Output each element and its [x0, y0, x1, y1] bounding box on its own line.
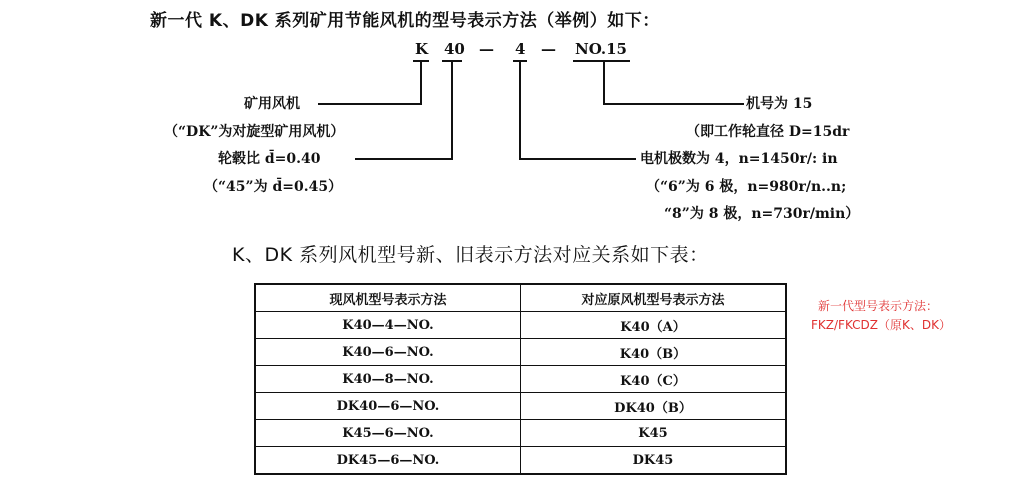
- model-series-code: K: [415, 40, 429, 58]
- page-heading: 新一代 K、DK 系列矿用节能风机的型号表示方法（举例）如下：: [150, 11, 660, 31]
- label-hub-note: （“45”为 d̄=0.45）: [204, 179, 343, 195]
- series-leader: [318, 61, 421, 104]
- cell-new-model: K40—6—NO.: [255, 339, 521, 366]
- model-separator-2: —: [541, 40, 556, 58]
- table-row: [255, 366, 786, 393]
- model-mapping-table: [254, 283, 787, 475]
- cell-new-model: DK40—6—NO.: [255, 393, 521, 420]
- table-header-row: [255, 284, 786, 312]
- label-mine-fan: 矿用风机: [244, 96, 300, 112]
- model-poles-code: 4: [515, 40, 526, 58]
- table-row: [255, 447, 786, 475]
- label-motor-poles: 电机极数为 4，n=1450r/: in: [640, 151, 838, 167]
- cell-new-model: DK45—6—NO.: [255, 447, 521, 475]
- table-row: [255, 312, 786, 339]
- number-leader: [604, 61, 744, 104]
- table-row: [255, 393, 786, 420]
- cell-old-model: K40（C）: [521, 366, 787, 393]
- table-row: [255, 339, 786, 366]
- cell-new-model: K45—6—NO.: [255, 420, 521, 447]
- cell-new-model: K40—4—NO.: [255, 312, 521, 339]
- cell-old-model: DK40（B）: [521, 393, 787, 420]
- label-eight-pole: “8”为 8 极，n=730r/min）: [664, 206, 860, 222]
- label-impeller-note: （即工作轮直径 D=15dr: [686, 124, 850, 140]
- model-number-code: NO.15: [575, 40, 627, 58]
- cell-old-model: K45: [521, 420, 787, 447]
- label-machine-number: 机号为 15: [746, 96, 813, 112]
- side-note-line-1: 新一代型号表示方法：: [818, 299, 939, 313]
- label-dk-note: （“DK”为对旋型矿用风机）: [164, 124, 345, 140]
- label-hub-ratio: 轮毂比 d̄=0.40: [218, 151, 321, 167]
- cell-old-model: DK45: [521, 447, 787, 475]
- hub-ratio-leader: [355, 61, 452, 159]
- header-new-model: 现风机型号表示方法: [255, 284, 521, 312]
- connector-lines: [0, 0, 1024, 240]
- table-row: [255, 420, 786, 447]
- model-hub-ratio-code: 40: [444, 40, 465, 58]
- cell-old-model: K40（A）: [521, 312, 787, 339]
- header-old-model: 对应原风机型号表示方法: [521, 284, 787, 312]
- label-six-pole: （“6”为 6 极，n=980r/n..n;: [646, 179, 847, 195]
- cell-new-model: K40—8—NO.: [255, 366, 521, 393]
- side-note-line-2: FKZ/FKCDZ（原K、DK）: [811, 318, 951, 332]
- poles-leader: [520, 61, 636, 159]
- cell-old-model: K40（B）: [521, 339, 787, 366]
- mapping-title: K、DK 系列风机型号新、旧表示方法对应关系如下表：: [232, 244, 709, 266]
- model-separator-1: —: [479, 40, 494, 58]
